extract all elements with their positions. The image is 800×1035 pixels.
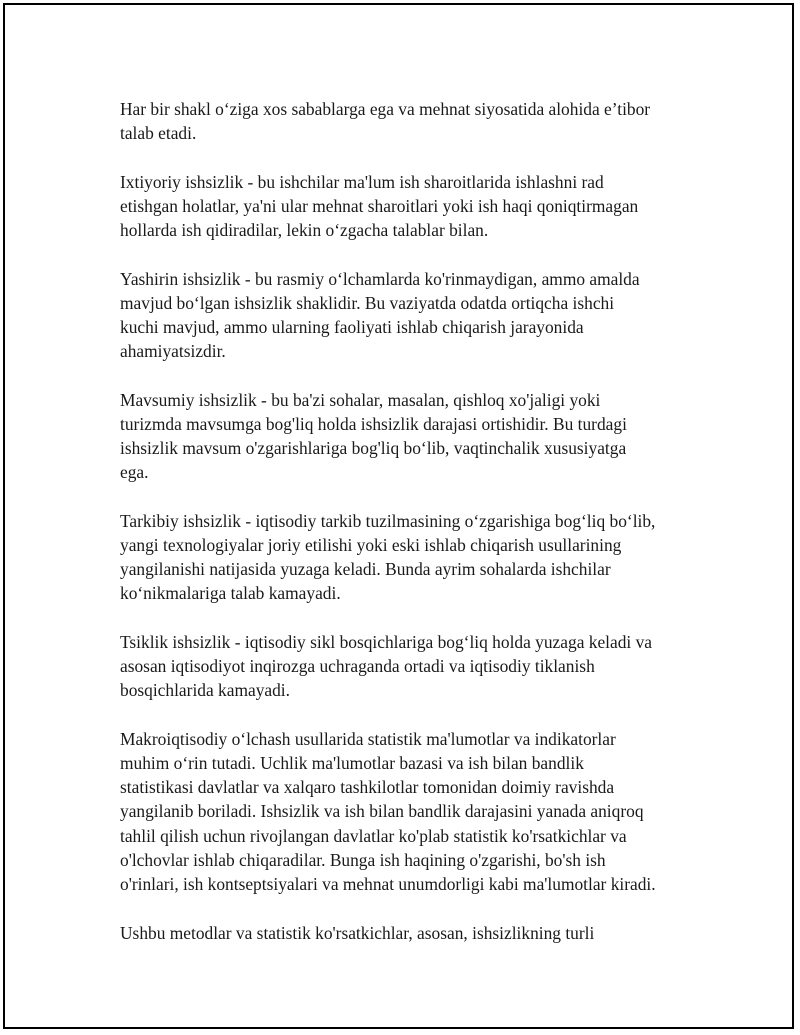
text-line: ishsizlik mavsum o'zgarishlariga bog'liq bo‘lib, vaqtinchalik xususiyatga — [120, 438, 627, 459]
text-line: tahlil qilish uchun rivojlangan davlatlar ko'plab statistik ko'rsatkichlar va — [120, 825, 627, 846]
document-page — [3, 3, 794, 1029]
paragraph — [120, 509, 720, 606]
text-line: turizmda mavsumga bog'liq holda ishsizlik darajasi ortishidir. Bu turdagi — [120, 413, 627, 434]
paragraph — [120, 388, 720, 485]
text-line: Yashirin ishsizlik - bu rasmiy o‘lchamlarda ko'rinmaydigan, ammo amalda — [120, 268, 640, 289]
text-line: Har bir shakl o‘ziga xos sabablarga ega va mehnat siyosatida alohida e’tibor — [120, 99, 651, 119]
paragraph — [120, 727, 720, 896]
text-line: talab etadi. — [120, 123, 197, 144]
text-line: ega. — [120, 462, 149, 483]
paragraph — [120, 921, 720, 945]
text-line: Tarkibiy ishsizlik - iqtisodiy tarkib tuzilmasining o‘zgarishiga bog‘liq bo‘lib, — [120, 510, 656, 531]
text-line: yangi texnologiyalar joriy etilishi yoki eski ishlab chiqarish usullarining — [120, 535, 622, 556]
text-line: Ixtiyoriy ishsizlik - bu ishchilar ma'lum ish sharoitlarida ishlashni rad — [120, 171, 604, 192]
text-line: Makroiqtisodiy o‘lchash usullarida statistik ma'lumotlar va indikatorlar — [120, 728, 616, 749]
text-line: etishgan holatlar, ya'ni ular mehnat sharoitlari yoki ish haqi qoniqtirmagan — [120, 195, 639, 216]
paragraph — [120, 97, 720, 145]
text-line: Tsiklik ishsizlik - iqtisodiy sikl bosqichlariga bog‘liq holda yuzaga keladi va — [120, 631, 653, 652]
text-line: o'rinlari, ish kontseptsiyalari va mehnat unumdorligi kabi ma'lumotlar kiradi. — [120, 874, 656, 895]
text-line: yangilanib boriladi. Ishsizlik va ish bilan bandlik darajasini yanada aniqroq — [120, 801, 644, 822]
text-line: kuchi mavjud, ammo ularning faoliyati ishlab chiqarish jarayonida — [120, 317, 584, 338]
paragraph — [120, 170, 720, 243]
text-line: o'lchovlar ishlab chiqaradilar. Bunga ish haqining o'zgarishi, bo'sh ish — [120, 849, 606, 870]
text-line: bosqichlarida kamayadi. — [120, 680, 290, 701]
document-body — [120, 97, 720, 969]
text-line: mavjud bo‘lgan ishsizlik shaklidir. Bu vaziyatda odatda ortiqcha ishchi — [120, 292, 615, 313]
paragraph — [120, 267, 720, 364]
text-line: hollarda ish qidiradilar, lekin o‘zgacha talablar bilan. — [120, 220, 489, 241]
text-line: asosan iqtisodiyot inqirozga uchraganda ortadi va iqtisodiy tiklanish — [120, 656, 595, 677]
text-line: Ushbu metodlar va statistik ko'rsatkichlar, asosan, ishsizlikning turli — [120, 922, 595, 943]
text-line: statistikasi davlatlar va xalqaro tashkilotlar tomonidan doimiy ravishda — [120, 777, 615, 798]
text-line: ko‘nikmalariga talab kamayadi. — [120, 583, 341, 604]
text-line: muhim o‘rin tutadi. Uchlik ma'lumotlar bazasi va ish bilan bandlik — [120, 753, 584, 774]
text-line: ahamiyatsizdir. — [120, 341, 226, 362]
text-line: yangilanishi natijasida yuzaga keladi. Bunda ayrim sohalarda ishchilar — [120, 559, 611, 580]
text-line: Mavsumiy ishsizlik - bu ba'zi sohalar, masalan, qishloq xo'jaligi yoki — [120, 389, 601, 410]
paragraph — [120, 630, 720, 703]
